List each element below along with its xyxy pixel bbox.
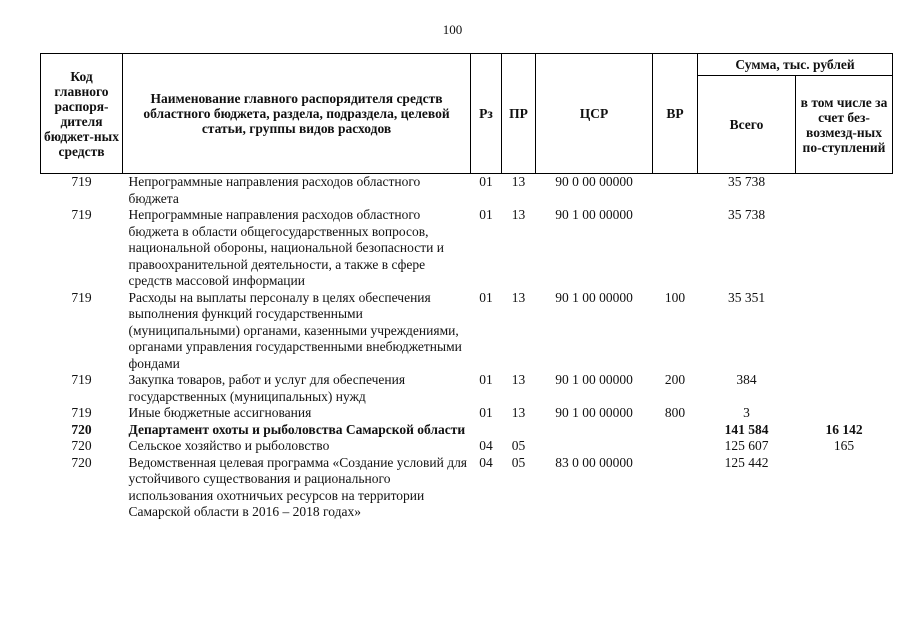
header-csr: ЦСР <box>536 54 653 174</box>
cell-rz: 04 <box>479 438 493 453</box>
cell-vr <box>653 422 698 439</box>
cell-name: Закупка товаров, работ и услуг для обеспечения государственных (муниципальных) нужд <box>128 372 406 404</box>
cell-code: 719 <box>71 405 92 420</box>
cell-name: Иные бюджетные ассигнования <box>128 405 312 420</box>
cell-code: 720 <box>71 421 92 437</box>
cell-free <box>796 174 893 208</box>
cell-pr: 05 <box>511 438 526 453</box>
cell-name: Непрограммные направления расходов областного бюджета в области общегосударственных вопросов, национальной обороны, национальной безопасности и правоохранительной деятельности, а также в сфере средств массовой информации <box>128 207 444 288</box>
cell-code: 719 <box>71 289 92 305</box>
cell-pr: 13 <box>511 207 526 222</box>
header-pr: ПР <box>502 54 536 174</box>
table-body <box>41 174 893 521</box>
cell-code: 720 <box>71 438 92 453</box>
cell-free <box>796 372 893 405</box>
cell-free <box>796 290 893 373</box>
cell-rz: 01 <box>479 207 493 222</box>
cell-csr: 90 0 00 00000 <box>555 174 633 189</box>
cell-csr <box>536 438 653 455</box>
table-row <box>41 438 893 455</box>
cell-pr: 13 <box>511 174 526 189</box>
cell-name: Непрограммные направления расходов областного бюджета <box>128 174 421 206</box>
cell-total: 35 738 <box>727 207 766 222</box>
page-number: 100 <box>442 22 463 37</box>
cell-total: 35 351 <box>727 289 766 305</box>
cell-total: 125 607 <box>724 438 769 453</box>
cell-total: 3 <box>743 405 750 420</box>
cell-csr <box>536 422 653 439</box>
cell-code: 719 <box>71 372 92 387</box>
cell-csr: 90 1 00 00000 <box>555 289 633 305</box>
cell-rz: 04 <box>479 454 493 470</box>
cell-vr: 200 <box>664 372 686 387</box>
cell-vr: 800 <box>664 405 686 420</box>
table-row <box>41 174 893 208</box>
header-code: Код главного распоря-дителя бюджет-ных средств <box>41 54 123 174</box>
cell-csr: 90 1 00 00000 <box>555 405 633 420</box>
table-row <box>41 207 893 290</box>
header-name: Наименование главного распорядителя средств областного бюджета, раздела, подраздела, целевой статьи, группы видов расходов <box>123 54 471 174</box>
cell-free <box>796 455 893 521</box>
table-row <box>41 372 893 405</box>
cell-rz: 01 <box>479 174 493 189</box>
cell-code: 719 <box>71 207 92 222</box>
cell-total: 384 <box>736 372 757 387</box>
cell-free: 16 142 <box>825 421 863 437</box>
header-vr: ВР <box>653 54 698 174</box>
cell-name: Расходы на выплаты персоналу в целях обеспечения выполнения функций государственными (муниципальными) органами, казенными учреждениями, органами управления государственными внебюджетными фондами <box>128 289 462 371</box>
header-sum-group: Сумма, тыс. рублей <box>698 54 893 76</box>
cell-code: 720 <box>71 454 92 470</box>
cell-code: 719 <box>71 174 92 189</box>
cell-pr <box>502 422 536 439</box>
cell-total: 141 584 <box>724 421 769 437</box>
cell-vr <box>653 438 698 455</box>
table-row <box>41 405 893 422</box>
cell-vr <box>653 455 698 521</box>
cell-name: Департамент охоты и рыболовства Самарской области <box>128 421 466 437</box>
cell-vr <box>653 174 698 208</box>
cell-total: 35 738 <box>727 174 766 189</box>
cell-pr: 13 <box>511 372 526 387</box>
cell-csr: 83 0 00 00000 <box>555 454 633 470</box>
cell-free: 165 <box>833 438 855 453</box>
cell-pr: 05 <box>511 454 526 470</box>
table-row <box>41 422 893 439</box>
budget-table <box>40 53 893 521</box>
header-free: в том числе за счет без-возмезд-ных по-ступлений <box>796 76 893 174</box>
header-rz: Рз <box>471 54 502 174</box>
cell-rz: 01 <box>479 405 493 420</box>
cell-rz <box>471 422 502 439</box>
cell-vr <box>653 207 698 290</box>
cell-csr: 90 1 00 00000 <box>555 207 633 222</box>
cell-name: Сельское хозяйство и рыболовство <box>128 438 330 453</box>
cell-csr: 90 1 00 00000 <box>555 372 633 387</box>
cell-pr: 13 <box>511 405 526 420</box>
cell-rz: 01 <box>479 289 493 305</box>
cell-name: Ведомственная целевая программа «Создание условий для устойчивого существования и рационального использования охотничьих ресурсов на территории Самарской области в 2016 – 2018 годах» <box>128 454 468 519</box>
cell-free <box>796 405 893 422</box>
cell-vr: 100 <box>664 289 686 305</box>
cell-pr: 13 <box>511 289 526 305</box>
cell-rz: 01 <box>479 372 493 387</box>
cell-free <box>796 207 893 290</box>
header-total: Всего <box>698 76 796 174</box>
cell-total: 125 442 <box>724 454 769 470</box>
table-row <box>41 290 893 373</box>
table-row <box>41 455 893 521</box>
